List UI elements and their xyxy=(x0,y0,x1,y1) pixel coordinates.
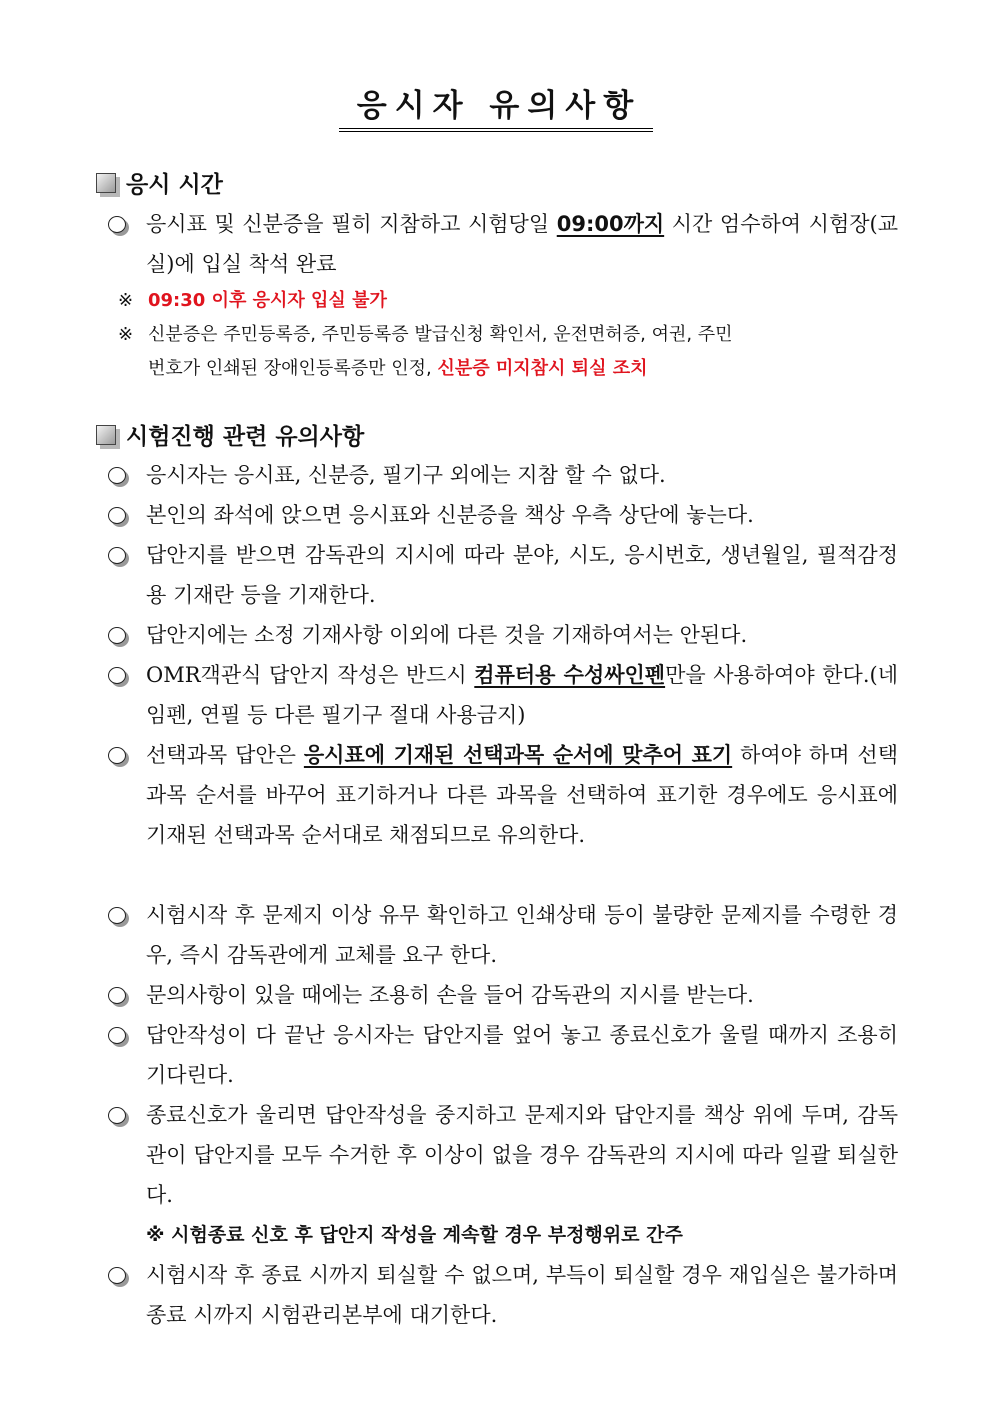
circle-bullet-icon xyxy=(108,1107,126,1124)
list-item xyxy=(108,1095,898,1215)
note-text: 09:30 이후 응시자 입실 불가 xyxy=(148,290,387,311)
circle-bullet-icon xyxy=(108,507,126,524)
circle-bullet-icon xyxy=(108,907,126,924)
list-item xyxy=(108,204,898,284)
list-item xyxy=(108,615,898,655)
list-item xyxy=(108,735,898,855)
circle-bullet-icon xyxy=(108,1027,126,1044)
item-text: 시험시작 후 문제지 이상 유무 확인하고 인쇄상태 등이 불량한 문제지를 수령한 경우, 즉시 감독관에게 교체를 요구 한다. xyxy=(146,903,898,967)
item-text: 응시표 및 신분증을 필히 지참하고 시험당일 xyxy=(146,212,557,236)
item-text: 만을 사용하여야 한다.(네임펜, 연필 등 다른 필기구 절대 사용금지) xyxy=(146,663,898,727)
item-highlight: 09:00까지 xyxy=(556,212,665,236)
list-item xyxy=(108,1255,898,1335)
note-id-cards xyxy=(118,318,898,386)
item-text: 시간 엄수하여 시험장(교실)에 입실 착석 완료 xyxy=(146,212,898,276)
square-bullet-icon xyxy=(96,173,116,193)
section-heading-text: 응시 시간 xyxy=(126,172,223,198)
item-text: 응시자는 응시표, 신분증, 필기구 외에는 지참 할 수 없다. xyxy=(146,463,666,487)
note-text: 번호가 인쇄된 장애인등록증만 인정, xyxy=(148,358,438,379)
circle-bullet-icon xyxy=(108,216,126,233)
item-text: 종료신호가 울리면 답안작성을 중지하고 문제지와 답안지를 책상 위에 두며, 감독관이 답안지를 모두 수거한 후 이상이 없을 경우 감독관의 지시에 따라 일괄 퇴실한다. xyxy=(146,1103,898,1207)
list-item xyxy=(108,455,898,495)
note-cheating-warning: ※ 시험종료 신호 후 답안지 작성을 계속할 경우 부정행위로 간주 xyxy=(146,1224,683,1246)
note-late-entry xyxy=(118,284,898,318)
item-text: 답안작성이 다 끝난 응시자는 답안지를 엎어 놓고 종료신호가 울릴 때까지 조용히 기다린다. xyxy=(146,1023,898,1087)
list-item xyxy=(108,895,898,975)
circle-bullet-icon xyxy=(108,987,126,1004)
reference-mark: ※ xyxy=(118,290,134,311)
list-item xyxy=(108,535,898,615)
section-heading-text: 시험진행 관련 유의사항 xyxy=(126,424,365,450)
item-text: 시험시작 후 종료 시까지 퇴실할 수 없으며, 부득이 퇴실할 경우 재입실은 불가하며 종료 시까지 시험관리본부에 대기한다. xyxy=(146,1263,898,1327)
page-title-wrap xyxy=(0,86,992,132)
circle-bullet-icon xyxy=(108,627,126,644)
item-text: 하여야 하며 선택과목 순서를 바꾸어 표기하거나 다른 과목을 선택하여 표기한 경우에도 응시표에 기재된 선택과목 순서대로 채점되므로 유의한다. xyxy=(146,743,898,847)
item-text: 답안지를 받으면 감독관의 지시에 따라 분야, 시도, 응시번호, 생년월일, 필적감정용 기재란 등을 기재한다. xyxy=(146,543,898,607)
list-item xyxy=(108,655,898,735)
item-text: 문의사항이 있을 때에는 조용히 손을 들어 감독관의 지시를 받는다. xyxy=(146,983,754,1007)
list-item xyxy=(108,1015,898,1095)
list-item xyxy=(108,495,898,535)
item-text: 답안지에는 소정 기재사항 이외에 다른 것을 기재하여서는 안된다. xyxy=(146,623,748,647)
circle-bullet-icon xyxy=(108,467,126,484)
square-bullet-icon xyxy=(96,425,116,445)
circle-bullet-icon xyxy=(108,547,126,564)
list-item xyxy=(108,975,898,1015)
circle-bullet-icon xyxy=(108,1267,126,1284)
circle-bullet-icon xyxy=(108,747,126,764)
note-text: 신분증은 주민등록증, 주민등록증 발급신청 확인서, 운전면허증, 여권, 주민 xyxy=(148,324,733,345)
item-text: 선택과목 답안은 xyxy=(146,743,304,767)
section-heading-exam-rules xyxy=(96,418,364,451)
item-highlight: 컴퓨터용 수성싸인펜 xyxy=(474,663,666,687)
item-text: OMR객관식 답안지 작성은 반드시 xyxy=(146,663,475,687)
reference-mark: ※ xyxy=(118,324,134,345)
section-heading-exam-time xyxy=(96,166,223,199)
circle-bullet-icon xyxy=(108,667,126,684)
item-highlight: 응시표에 기재된 선택과목 순서에 맞추어 표기 xyxy=(303,743,733,767)
item-text: 본인의 좌석에 앉으면 응시표와 신분증을 책상 우측 상단에 놓는다. xyxy=(146,503,754,527)
note-warning: 신분증 미지참시 퇴실 조치 xyxy=(437,358,648,379)
page-title: 응시자 유의사항 xyxy=(339,86,653,132)
